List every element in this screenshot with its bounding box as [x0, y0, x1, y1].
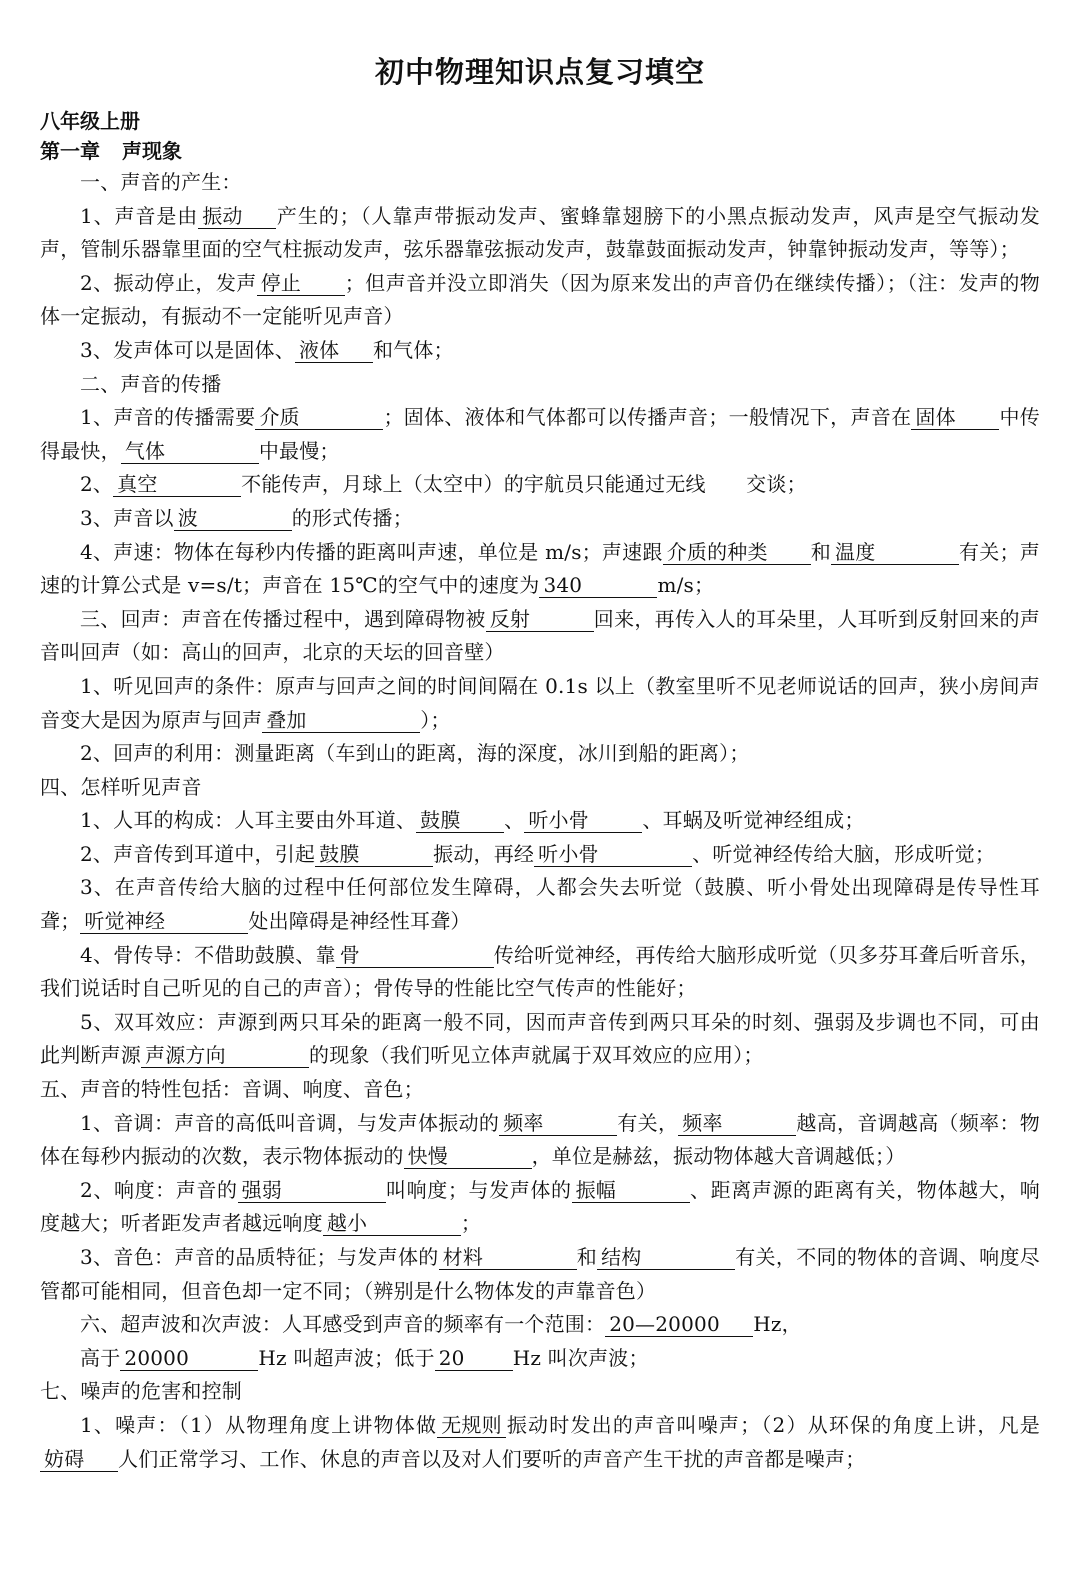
- page-title: 初中物理知识点复习填空: [374, 55, 705, 89]
- answer-blank: 20: [435, 1346, 513, 1371]
- answer-blank: 快慢: [404, 1144, 532, 1169]
- answer-blank: 无规则: [437, 1413, 506, 1438]
- paragraph: 1、听见回声的条件：原声与回声之间的时间间隔在 0.1s 以上（教室里听不见老师说话的回声，狭小房间声音变大是因为原声与回声 叠加 ）；: [40, 673, 1040, 732]
- answer-blank: 液体: [295, 338, 373, 363]
- section-heading-2: 二、声音的传播: [80, 371, 222, 396]
- paragraph: 2、回声的利用：测量距离（车到山的距离，海的深度，冰川到船的距离）；: [80, 741, 750, 766]
- section-heading-5: 五、声音的特性包括：音调、响度、音色；: [40, 1077, 424, 1102]
- paragraph: 2、声音传到耳道中，引起 鼓膜 振动，再经 听小骨 、听觉神经传给大脑，形成听觉；: [80, 841, 996, 866]
- answer-blank: 介质的种类: [663, 540, 811, 565]
- chapter-number: 第一章: [40, 139, 100, 163]
- chapter-name: 声现象: [122, 139, 182, 163]
- answer-blank: 声源方向: [141, 1043, 309, 1068]
- answer-blank: 听觉神经: [80, 909, 248, 934]
- paragraph: 1、人耳的构成：人耳主要由外耳道、 鼓膜 、 听小骨 、耳蜗及听觉神经组成；: [80, 808, 865, 833]
- answer-blank: 结构: [597, 1245, 735, 1270]
- answer-blank: 频率: [678, 1111, 796, 1136]
- paragraph: 3、发声体可以是固体、 液体 和气体；: [80, 337, 454, 362]
- answer-blank: 妨碍: [40, 1447, 118, 1472]
- answer-blank: 叠加: [262, 708, 420, 733]
- chapter-heading: [40, 136, 1040, 166]
- answer-blank: 振动: [198, 204, 276, 229]
- answer-blank: 介质: [255, 405, 383, 430]
- answer-blank: 20—20000: [605, 1312, 753, 1337]
- answer-blank: 听小骨: [524, 808, 642, 833]
- section-heading-1: 一、声音的产生：: [80, 170, 242, 194]
- answer-blank: 越小: [323, 1211, 461, 1236]
- paragraph: 高于 20000 Hz 叫超声波；低于 20 Hz 叫次声波；: [80, 1345, 649, 1370]
- paragraph: 三、回声：声音在传播过程中，遇到障碍物被 反射 回来，再传入人的耳朵里，人耳听到反射回来的声音叫回声（如：高山的回声，北京的天坛的回音壁）: [40, 606, 1041, 665]
- answer-blank: 温度: [831, 540, 959, 565]
- answer-blank: 340: [539, 573, 657, 598]
- answer-blank: 强弱: [238, 1178, 386, 1203]
- answer-blank: 材料: [439, 1245, 577, 1270]
- paragraph: 2、响度：声音的 强弱 叫响度；与发声体的 振幅 、距离声源的距离有关，物体越大，响度越大；听者距发声者越远响度 越小 ；: [40, 1177, 1040, 1236]
- paragraph: 1、噪声：（1）从物理角度上讲物体做 无规则 振动时发出的声音叫噪声；（2）从环保的角度上讲，凡是妨碍 人们正常学习、工作、休息的声音以及对人们要听的声音产生干扰的声音都是噪声；: [40, 1409, 1040, 1476]
- paragraph: 1、音调：声音的高低叫音调，与发声体振动的 频率 有关， 频率 越高，音调越高（频率：物体在每秒内振动的次数，表示物体振动的 快慢 ，单位是赫兹，振动物体越大音调越低；）: [40, 1110, 1040, 1169]
- paragraph: 3、音色：声音的品质特征；与发声体的 材料 和 结构 有关，不同的物体的音调、响度尽管都可能相同，但音色却一定不同；（辨别是什么物体发的声靠音色）: [40, 1245, 1041, 1303]
- grade-heading: 八年级上册: [40, 109, 140, 133]
- answer-blank: 鼓膜: [315, 842, 433, 867]
- answer-blank: 停止: [257, 271, 345, 296]
- paragraph: 1、声音的传播需要 介质 ；固体、液体和气体都可以传播声音；一般情况下，声音在 固体 中传得最快， 气体 中最慢；: [40, 405, 1040, 463]
- answer-blank: 气体: [121, 439, 259, 464]
- answer-blank: 固体: [911, 405, 999, 430]
- paragraph: 5、双耳效应：声源到两只耳朵的距离一般不同，因而声音传到两只耳朵的时刻、强弱及步调也不同，可由此判断声源 声源方向 的现象（我们听见立体声就属于双耳效应的应用）；: [40, 1009, 1040, 1068]
- paragraph: 3、声音以 波 的形式传播；: [80, 505, 413, 530]
- answer-blank: 20000: [120, 1346, 258, 1371]
- answer-blank: 鼓膜: [416, 808, 504, 833]
- section-heading-7: 七、噪声的危害和控制: [40, 1379, 242, 1404]
- paragraph: 4、声速：物体在每秒内传播的距离叫声速，单位是 m/s；声速跟 介质的种类 和 温度 有关；声速的计算公式是 v=s/t；声音在 15℃的空气中的速度为 340 m/s；: [40, 539, 1041, 598]
- answer-blank: 真空: [113, 472, 241, 497]
- paragraph: 2、振动停止，发声 停止 ；但声音并没立即消失（因为原来发出的声音仍在继续传播）；（注：发声的物体一定振动，有振动不一定能听见声音）: [40, 270, 1040, 329]
- paragraph: 1、声音是由 振动 产生的；（人靠声带振动发声、蜜蜂靠翅膀下的小黑点振动发声，风声是空气振动发声，管制乐器靠里面的空气柱振动发声，弦乐器靠弦振动发声，鼓靠鼓面振动发声，钟靠钟振动发声，等等）；: [40, 203, 1040, 262]
- answer-blank: 振幅: [572, 1178, 690, 1203]
- answer-blank: 听小骨: [534, 842, 692, 867]
- answer-blank: 波: [174, 506, 292, 531]
- answer-blank: 骨: [336, 943, 494, 968]
- section-heading-4: 四、怎样听见声音: [40, 774, 202, 799]
- document-body: [40, 166, 1040, 1476]
- paragraph: 4、骨传导：不借助鼓膜、靠 骨 传给听觉神经，再传给大脑形成听觉（贝多芬耳聋后听音乐，我们说话时自己听见的自己的声音）；骨传导的性能比空气传声的性能好；: [40, 942, 1041, 1001]
- answer-blank: 频率: [499, 1111, 617, 1136]
- answer-blank: 反射: [486, 607, 594, 632]
- paragraph: 六、超声波和次声波：人耳感受到声音的频率有一个范围： 20—20000 Hz，: [80, 1312, 802, 1337]
- paragraph: 3、在声音传给大脑的过程中任何部位发生障碍，人都会失去听觉（鼓膜、听小骨处出现障碍是传导性耳聋； 听觉神经 处出障碍是神经性耳聋）: [40, 875, 1040, 934]
- paragraph: 2、 真空 不能传声，月球上（太空中）的宇航员只能通过无线 交谈；: [80, 472, 807, 497]
